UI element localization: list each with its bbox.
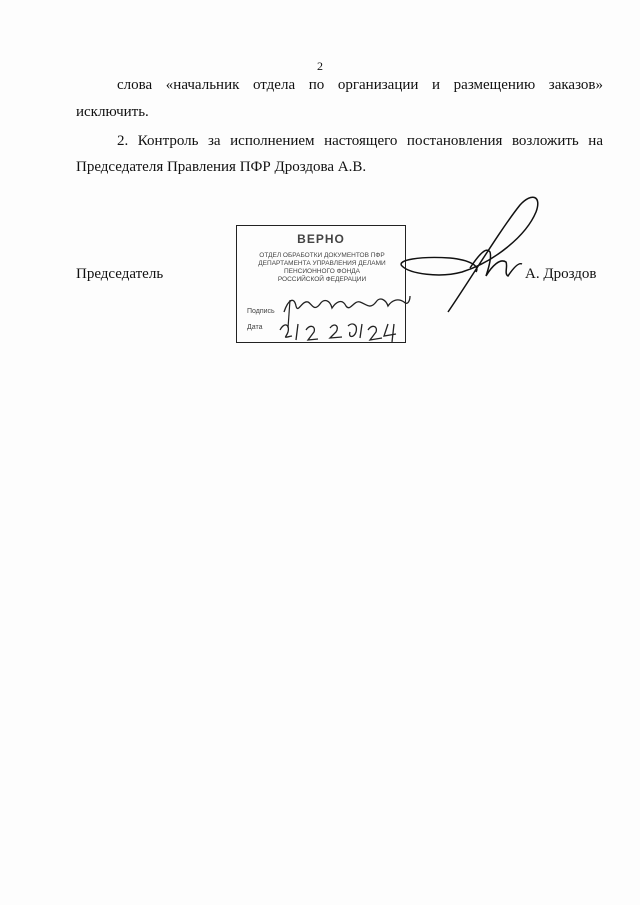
signatory-title: Председатель xyxy=(76,266,164,282)
stamp-date-label: Дата xyxy=(247,324,263,331)
signatory-name: А. Дроздов xyxy=(525,266,597,282)
stamp-heading: ВЕРНО xyxy=(297,232,345,246)
stamp-handwritten-name xyxy=(284,296,410,312)
stamp-line-4: РОССИЙСКОЙ ФЕДЕРАЦИИ xyxy=(277,276,367,283)
chairman-signature xyxy=(401,197,538,312)
stamp-signature-label: Подпись xyxy=(247,308,275,315)
stamp-line-2: ДЕПАРТАМЕНТА УПРАВЛЕНИЯ ДЕЛАМИ xyxy=(258,260,386,267)
paragraph-2-line-2: Председателя Правления ПФР Дроздова А.В. xyxy=(76,159,367,175)
paragraph-1-line-2: исключить. xyxy=(76,104,149,120)
page-number: 2 xyxy=(317,59,323,73)
stamp-line-1: ОТДЕЛ ОБРАБОТКИ ДОКУМЕНТОВ ПФР xyxy=(259,252,385,259)
paragraph-1-line-1: слова «начальник отдела по организации и размещению заказов» xyxy=(117,77,603,93)
stamp-line-3: ПЕНСИОННОГО ФОНДА xyxy=(283,268,360,275)
paragraph-2-line-1: 2. Контроль за исполнением настоящего постановления возложить на xyxy=(117,133,603,149)
stamp-handwritten-date xyxy=(280,324,396,342)
